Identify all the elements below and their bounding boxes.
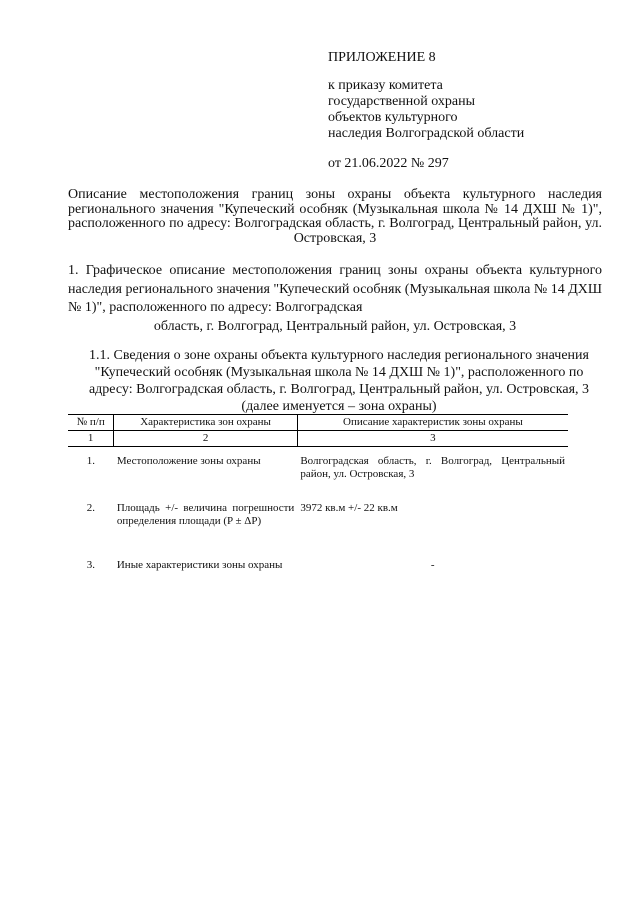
row-number: 2. [86, 502, 96, 514]
table-row [68, 553, 568, 573]
appendix-title: ПРИЛОЖЕНИЕ 8 [328, 50, 436, 65]
appendix-header [328, 50, 524, 172]
row-description: - [430, 559, 435, 571]
section-1 [68, 262, 602, 336]
table-row [68, 447, 568, 495]
header-characteristic: Характеристика зон охраны [114, 415, 297, 431]
row-characteristic: Площадь +/- величина погрешности определения площади (P ± ΔP) [116, 502, 295, 527]
table-header-row [68, 415, 568, 431]
appendix-date: от 21.06.2022 № 297 [328, 156, 449, 171]
table-numbering-row [68, 431, 568, 447]
header-number: № п/п [68, 415, 114, 431]
row-description: 3972 кв.м +/- 22 кв.м [300, 502, 398, 514]
appendix-order-line: объектов культурного [328, 110, 458, 125]
zone-table [68, 414, 568, 573]
row-number: 1. [86, 455, 96, 467]
row-description: Волгоградская область, г. Волгоград, Центральный район, ул. Островская, 3 [300, 455, 565, 480]
appendix-order-line: наследия Волгоградской области [328, 126, 525, 141]
appendix-order-line: государственной охраны [328, 94, 476, 109]
row-characteristic: Местоположение зоны охраны [116, 455, 261, 467]
subsection-1-1: 1.1. Сведения о зоне охраны объекта культурного наследия регионального значения "Купеческий особняк (Музыкальная школа № 14 ДХШ № 1)", расположенного по адресу: Волгоградская область, г. Волгоград, Центральный район, ул. Островская, 3 (далее именуется – зона охраны) [88, 348, 590, 414]
section-1-address: область, г. Волгоград, Центральный район, ул. Островская, 3 [153, 318, 517, 334]
row-characteristic: Иные характеристики зоны охраны [116, 559, 283, 571]
document-title: Описание местоположения границ зоны охраны объекта культурного наследия регионального значения "Купеческий особняк (Музыкальная школа № 14 ДХШ № 1)", расположенного по адресу: Волгоградская область, г. Волгоград, Центральный район, ул. Островская, 3 [68, 187, 602, 246]
column-number: 3 [297, 431, 568, 447]
column-number: 1 [68, 431, 114, 447]
section-1-text: 1. Графическое описание местоположения границ зоны охраны объекта культурного наследия регионального значения "Купеческий особняк (Музыкальная школа № 14 ДХШ № 1)", расположенного по адресу: Волгоградская [68, 263, 602, 315]
row-number: 3. [86, 559, 96, 571]
column-number: 2 [114, 431, 297, 447]
header-description: Описание характеристик зоны охраны [297, 415, 568, 431]
appendix-order-line: к приказу комитета [328, 78, 443, 93]
table-row [68, 494, 568, 553]
